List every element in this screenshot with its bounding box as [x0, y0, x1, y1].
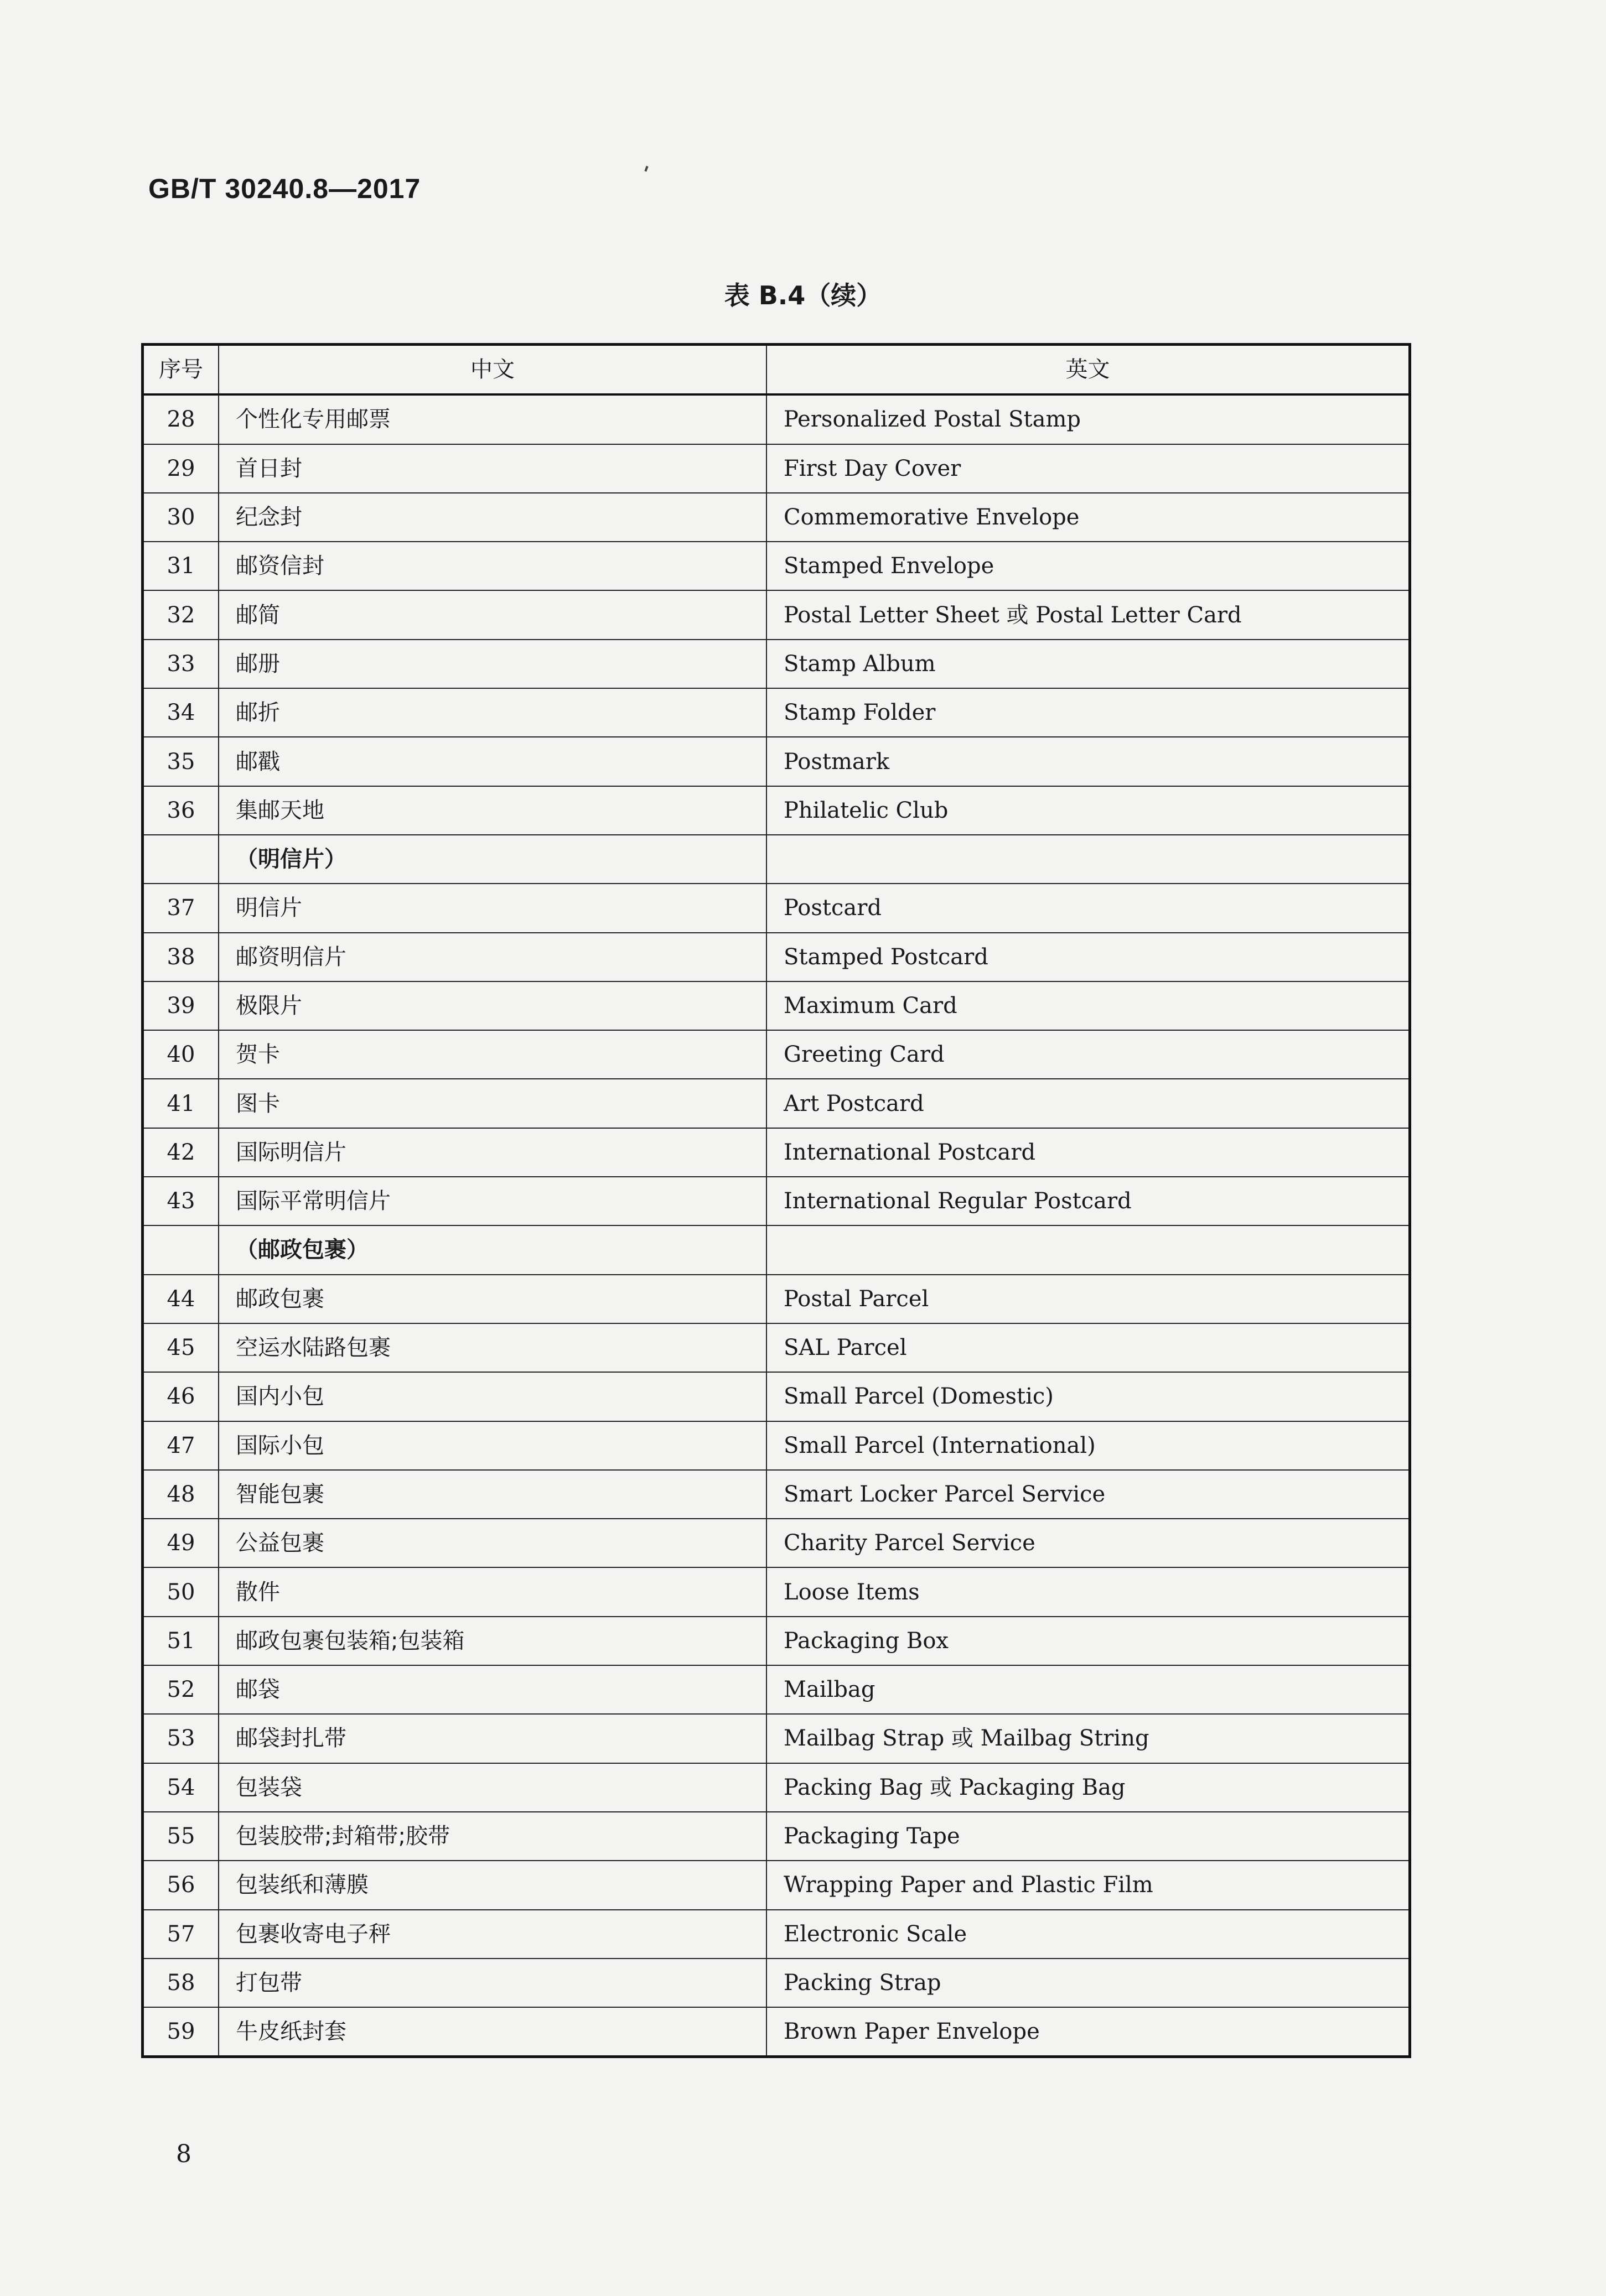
english-term-cell: Personalized Postal Stamp [766, 394, 1410, 444]
row-number-cell: 28 [143, 394, 219, 444]
chinese-term-cell: （邮政包裹） [219, 1225, 766, 1274]
chinese-term-cell: 邮政包裹包装箱;包装箱 [219, 1617, 766, 1665]
chinese-term-cell: 邮资明信片 [219, 933, 766, 981]
english-term-cell: Commemorative Envelope [766, 493, 1410, 542]
table-row [143, 444, 1410, 493]
english-term-cell: International Regular Postcard [766, 1177, 1410, 1225]
chinese-term-cell: 邮资信封 [219, 542, 766, 590]
chinese-term-cell: 国际小包 [219, 1421, 766, 1470]
table-row [143, 394, 1410, 444]
english-term-cell: Stamp Album [766, 640, 1410, 688]
row-number-cell: 35 [143, 737, 219, 786]
chinese-term-cell: 邮戳 [219, 737, 766, 786]
chinese-term-cell: 智能包裹 [219, 1470, 766, 1519]
table-row [143, 590, 1410, 639]
chinese-term-cell: 首日封 [219, 444, 766, 493]
row-number-cell: 30 [143, 493, 219, 542]
chinese-term-cell: 包装胶带;封箱带;胶带 [219, 1812, 766, 1861]
table-row [143, 1665, 1410, 1714]
table-row [143, 1421, 1410, 1470]
chinese-term-cell: 纪念封 [219, 493, 766, 542]
chinese-term-cell: 邮折 [219, 688, 766, 737]
chinese-term-cell: 牛皮纸封套 [219, 2007, 766, 2057]
english-term-cell: Postcard [766, 884, 1410, 932]
chinese-term-cell: 包裹收寄电子秤 [219, 1910, 766, 1959]
table-row [143, 737, 1410, 786]
row-number-cell: 43 [143, 1177, 219, 1225]
row-number-cell: 56 [143, 1861, 219, 1909]
table-row [143, 1714, 1410, 1763]
table-row [143, 1617, 1410, 1665]
table-row [143, 933, 1410, 981]
table-row [143, 1519, 1410, 1567]
english-term-cell: Postal Parcel [766, 1275, 1410, 1323]
row-number-cell: 36 [143, 786, 219, 835]
row-number-cell: 58 [143, 1959, 219, 2007]
row-number-cell: 55 [143, 1812, 219, 1861]
chinese-term-cell: 邮册 [219, 640, 766, 688]
row-number-cell: 42 [143, 1128, 219, 1177]
chinese-term-cell: 邮袋封扎带 [219, 1714, 766, 1763]
english-term-cell: Mailbag [766, 1665, 1410, 1714]
row-number-cell: 46 [143, 1372, 219, 1421]
chinese-term-cell: 国内小包 [219, 1372, 766, 1421]
table-row [143, 1763, 1410, 1812]
column-header-english: 英文 [766, 345, 1410, 395]
table-row [143, 493, 1410, 542]
column-header-chinese: 中文 [219, 345, 766, 395]
english-term-cell [766, 835, 1410, 884]
row-number-cell [143, 1225, 219, 1274]
english-term-cell: Charity Parcel Service [766, 1519, 1410, 1567]
chinese-term-cell: 国际明信片 [219, 1128, 766, 1177]
english-term-cell: Packaging Box [766, 1617, 1410, 1665]
row-number-cell: 59 [143, 2007, 219, 2057]
row-number-cell: 29 [143, 444, 219, 493]
english-term-cell: Postmark [766, 737, 1410, 786]
row-number-cell: 32 [143, 590, 219, 639]
table-row [143, 1372, 1410, 1421]
chinese-term-cell: 包装袋 [219, 1763, 766, 1812]
standard-code: GB/T 30240.8—2017 [148, 173, 421, 204]
table-row [143, 1812, 1410, 1861]
row-number-cell: 52 [143, 1665, 219, 1714]
chinese-term-cell: 邮政包裹 [219, 1275, 766, 1323]
table-row [143, 1323, 1410, 1372]
chinese-term-cell: 集邮天地 [219, 786, 766, 835]
row-number-cell: 53 [143, 1714, 219, 1763]
chinese-term-cell: 邮袋 [219, 1665, 766, 1714]
table-row [143, 786, 1410, 835]
english-term-cell: First Day Cover [766, 444, 1410, 493]
table-row [143, 1177, 1410, 1225]
english-term-cell: Packing Bag 或 Packaging Bag [766, 1763, 1410, 1812]
row-number-cell: 49 [143, 1519, 219, 1567]
table-row [143, 1910, 1410, 1959]
table-row [143, 1079, 1410, 1128]
row-number-cell: 54 [143, 1763, 219, 1812]
chinese-term-cell: 明信片 [219, 884, 766, 932]
table-row [143, 1275, 1410, 1323]
row-number-cell: 57 [143, 1910, 219, 1959]
english-term-cell: Electronic Scale [766, 1910, 1410, 1959]
chinese-term-cell: 贺卡 [219, 1030, 766, 1079]
chinese-term-cell: 极限片 [219, 981, 766, 1030]
table-row [143, 1567, 1410, 1616]
english-term-cell: Maximum Card [766, 981, 1410, 1030]
english-term-cell: SAL Parcel [766, 1323, 1410, 1372]
table-row [143, 1861, 1410, 1909]
english-term-cell: Wrapping Paper and Plastic Film [766, 1861, 1410, 1909]
chinese-term-cell: （明信片） [219, 835, 766, 884]
english-term-cell: Packaging Tape [766, 1812, 1410, 1861]
page-number: 8 [176, 2140, 191, 2168]
table-row [143, 1959, 1410, 2007]
english-term-cell: Loose Items [766, 1567, 1410, 1616]
english-term-cell: Philatelic Club [766, 786, 1410, 835]
row-number-cell: 37 [143, 884, 219, 932]
table-row [143, 1470, 1410, 1519]
scan-artifact [644, 166, 648, 172]
row-number-cell: 31 [143, 542, 219, 590]
english-term-cell: Small Parcel (Domestic) [766, 1372, 1410, 1421]
english-term-cell: International Postcard [766, 1128, 1410, 1177]
row-number-cell: 51 [143, 1617, 219, 1665]
chinese-term-cell: 公益包裹 [219, 1519, 766, 1567]
row-number-cell: 44 [143, 1275, 219, 1323]
english-term-cell: Brown Paper Envelope [766, 2007, 1410, 2057]
english-term-cell: Art Postcard [766, 1079, 1410, 1128]
chinese-term-cell: 打包带 [219, 1959, 766, 2007]
table-row [143, 640, 1410, 688]
row-number-cell: 39 [143, 981, 219, 1030]
table-header-row [143, 345, 1410, 395]
row-number-cell: 34 [143, 688, 219, 737]
table-body [143, 394, 1410, 2057]
chinese-term-cell: 个性化专用邮票 [219, 394, 766, 444]
row-number-cell: 41 [143, 1079, 219, 1128]
row-number-cell: 50 [143, 1567, 219, 1616]
english-term-cell: Stamped Envelope [766, 542, 1410, 590]
english-term-cell: Smart Locker Parcel Service [766, 1470, 1410, 1519]
table-row [143, 688, 1410, 737]
chinese-term-cell: 空运水陆路包裹 [219, 1323, 766, 1372]
chinese-term-cell: 散件 [219, 1567, 766, 1616]
chinese-term-cell: 国际平常明信片 [219, 1177, 766, 1225]
english-term-cell: Mailbag Strap 或 Mailbag String [766, 1714, 1410, 1763]
table-title: 表 B.4（续） [724, 280, 882, 310]
english-term-cell: Packing Strap [766, 1959, 1410, 2007]
chinese-term-cell: 包装纸和薄膜 [219, 1861, 766, 1909]
row-number-cell: 48 [143, 1470, 219, 1519]
terms-table [141, 343, 1411, 2058]
row-number-cell: 38 [143, 933, 219, 981]
english-term-cell [766, 1225, 1410, 1274]
row-number-cell: 40 [143, 1030, 219, 1079]
column-header-number: 序号 [143, 345, 219, 395]
table-row [143, 2007, 1410, 2057]
english-term-cell: Postal Letter Sheet 或 Postal Letter Card [766, 590, 1410, 639]
table-section-row [143, 835, 1410, 884]
row-number-cell: 45 [143, 1323, 219, 1372]
english-term-cell: Small Parcel (International) [766, 1421, 1410, 1470]
english-term-cell: Stamped Postcard [766, 933, 1410, 981]
table-row [143, 1128, 1410, 1177]
row-number-cell: 33 [143, 640, 219, 688]
table-row [143, 1030, 1410, 1079]
row-number-cell [143, 835, 219, 884]
row-number-cell: 47 [143, 1421, 219, 1470]
table-row [143, 981, 1410, 1030]
table-row [143, 542, 1410, 590]
chinese-term-cell: 邮简 [219, 590, 766, 639]
table-row [143, 884, 1410, 932]
table-section-row [143, 1225, 1410, 1274]
chinese-term-cell: 图卡 [219, 1079, 766, 1128]
english-term-cell: Greeting Card [766, 1030, 1410, 1079]
english-term-cell: Stamp Folder [766, 688, 1410, 737]
